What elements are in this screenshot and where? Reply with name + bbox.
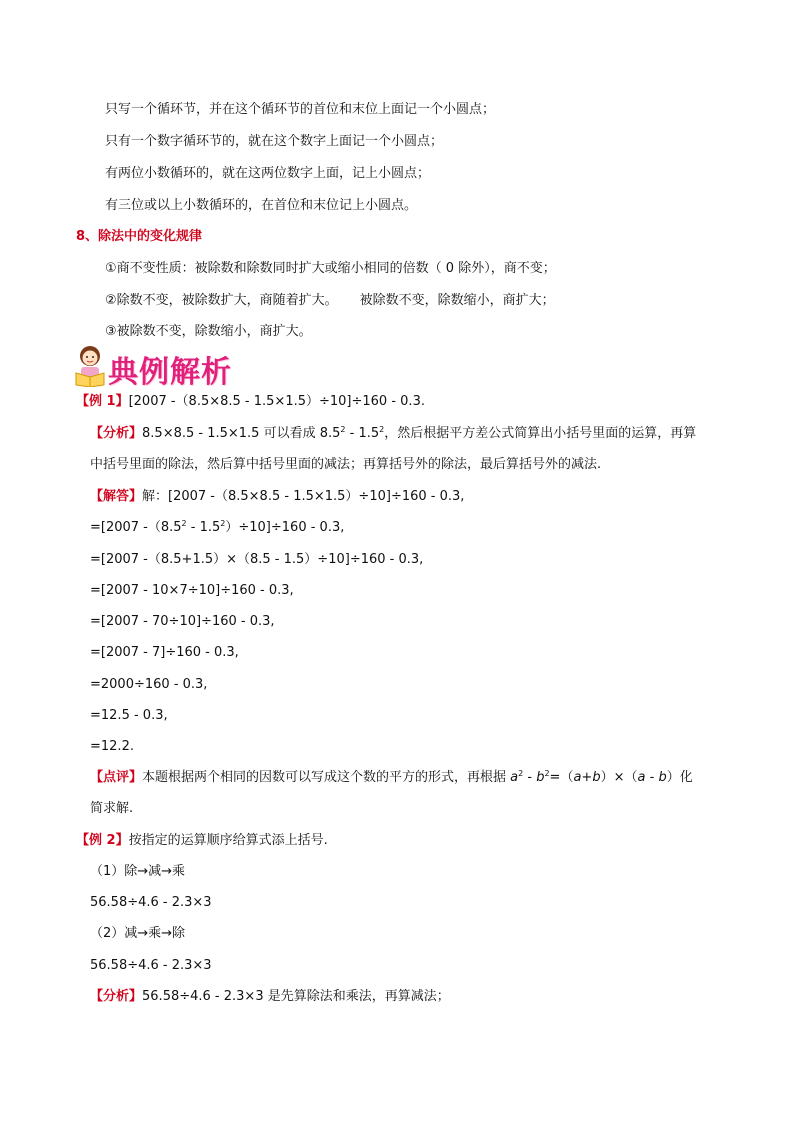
answer-tag: 【解答】 <box>90 489 143 504</box>
example-2-part-1-label: （1）除→减→乘 <box>90 864 186 879</box>
example-2-question: 【例 2】按指定的运算顺序给算式添上括号. <box>76 833 328 848</box>
solution-step-3: =[2007 - 10×7÷10]÷160 - 0.3, <box>90 583 294 598</box>
example-1-comment-line-2: 简求解. <box>90 801 134 816</box>
rule-line-1: 只写一个循环节，并在这个循环节的首位和末位上面记一个小圆点； <box>105 102 496 117</box>
solution-step-6: =2000÷160 - 0.3, <box>90 677 208 692</box>
solution-step-4: =[2007 - 70÷10]÷160 - 0.3, <box>90 614 275 629</box>
example-1-analysis-line-1: 【分析】8.5×8.5 - 1.5×1.5 可以看成 $8.5^2 - 1.5^2$，然后根据平方差公式简算出小括号里面的运算，再算 <box>90 425 697 441</box>
student-reading-icon <box>72 343 108 387</box>
section-8-point-3: ③被除数不变，除数缩小，商扩大。 <box>105 324 312 339</box>
section-8-heading: 8、除法中的变化规律 <box>76 229 203 244</box>
example-2-part-2-expression: 56.58÷4.6 - 2.3×3 <box>90 958 212 973</box>
rule-line-3: 有两位小数循环的，就在这两位数字上面，记上小圆点； <box>105 166 431 181</box>
example-1-question: 【例 1】[2007 -（8.5×8.5 - 1.5×1.5）÷10]÷160 - 0.3. <box>76 394 425 409</box>
solution-step-1: =[2007 $-(8.5^2 - 1.5^2)\div 10]\div 160 - 0.3$, <box>90 519 345 535</box>
banner-title: 典例解析 <box>108 355 232 390</box>
analysis-tag: 【分析】 <box>90 989 143 1004</box>
rule-line-4: 有三位或以上小数循环的，在首位和末位记上小圆点。 <box>105 198 418 213</box>
example-1-answer: 【解答】解：[2007 -（8.5×8.5 - 1.5×1.5）÷10]÷160 - 0.3, <box>90 489 465 504</box>
analysis-tag: 【分析】 <box>90 426 143 441</box>
solution-step-7: =12.5 - 0.3, <box>90 708 168 723</box>
rule-line-2: 只有一个数字循环节的，就在这个数字上面记一个小圆点； <box>105 134 444 149</box>
comment-tag: 【点评】 <box>90 770 143 785</box>
solution-step-8: =12.2. <box>90 739 134 754</box>
example-2-analysis: 【分析】56.58÷4.6 - 2.3×3 是先算除法和乘法，再算减法； <box>90 989 450 1004</box>
example-2-part-1-expression: 56.58÷4.6 - 2.3×3 <box>90 895 212 910</box>
example-1-comment-line-1: 【点评】本题根据两个相同的因数可以写成这个数的平方的形式，再根据 $a^2 - b^2=(a+b)\times(a - b)$化 <box>90 769 693 785</box>
solution-step-2: =[2007 -（8.5+1.5）×（8.5 - 1.5）÷10]÷160 - 0.3, <box>90 552 424 567</box>
example-tag: 【例 2】 <box>76 833 129 848</box>
section-8-point-2: ②除数不变，被除数扩大，商随着扩大。 被除数不变，除数缩小，商扩大； <box>105 293 555 308</box>
example-tag: 【例 1】 <box>76 394 129 409</box>
section-8-point-1: ①商不变性质：被除数和除数同时扩大或缩小相同的倍数（ 0 除外），商不变； <box>105 261 556 276</box>
solution-step-5: =[2007 - 7]÷160 - 0.3, <box>90 645 239 660</box>
example-2-part-2-label: （2）减→乘→除 <box>90 926 186 941</box>
typical-examples-banner <box>72 343 242 390</box>
example-1-analysis-line-2: 中括号里面的除法，然后算中括号里面的减法；再算括号外的除法，最后算括号外的减法. <box>90 457 602 472</box>
